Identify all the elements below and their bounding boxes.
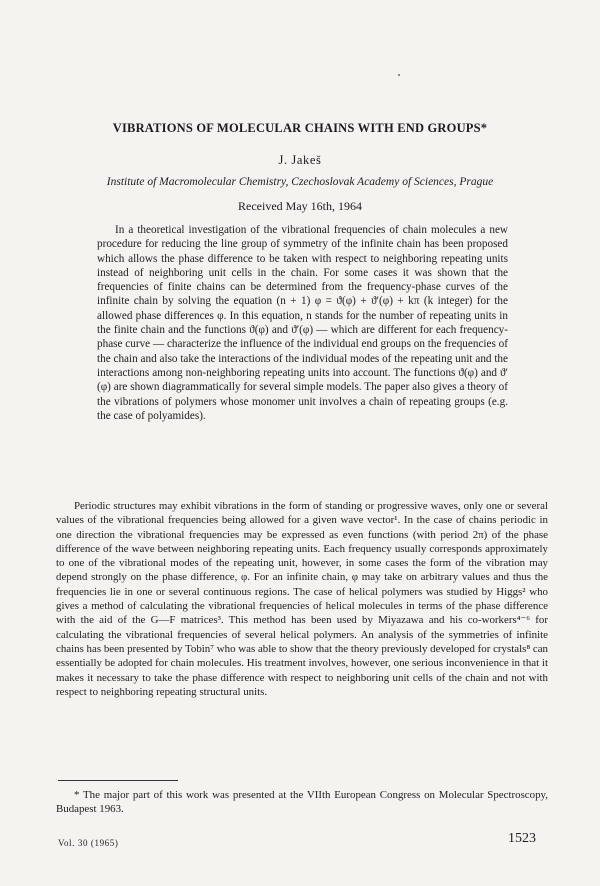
- article-title: VIBRATIONS OF MOLECULAR CHAINS WITH END GROUPS*: [112, 121, 488, 135]
- author-name: J. Jakeš: [278, 153, 322, 167]
- speck-mark: [398, 74, 400, 76]
- body-paragraph: Periodic structures may exhibit vibrations in the form of standing or progressive waves, only one or several values of the vibrational frequencies being allowed for a given wave vector¹. In the case of chains periodic in one direction the vibrational frequencies may be expressed as even functions (with period 2π) of the phase difference of the wave between neighboring repeating units. Each frequency usually corresponds approximately to one of the vibrational modes of the repeating unit, however, in some cases the form of the vibration may depend strongly on the phase difference, φ. For an infinite chain, φ may take on arbitrary values and thus the frequencies lie in one or several continuous regions. The case of helical polymers was studied by Higgs² who gives a method of calculating the vibrational frequencies of helical molecules in terms of the phase difference with the aid of the G—F matrices³. This method has been used by Miyazawa and his co-workers⁴⁻⁶ for calculating the vibrational frequencies of several helical polymers. An analysis of the symmetries of infinite chains has been presented by Tobin⁷ who was able to show that the theory previously developed for crystals⁸ can essentially be adopted for chain molecules. His treatment involves, however, one serious inconvenience in that it makes it necessary to take the phase difference with respect to neighboring unit cells of the chain and not with respect to neighboring repeating structural units.: [56, 500, 548, 698]
- author-affiliation: Institute of Macromolecular Chemistry, Czechoslovak Academy of Sciences, Prague: [106, 176, 494, 188]
- footnote: * The major part of this work was presented at the VIIth European Congress on Molecular Spectroscopy, Budapest 1963.: [56, 789, 548, 816]
- received-date: Received May 16th, 1964: [238, 199, 362, 213]
- footnote-divider: [58, 780, 178, 781]
- volume-label: Vol. 30 (1965): [58, 838, 119, 848]
- abstract-paragraph: In a theoretical investigation of the vibrational frequencies of chain molecules a new procedure for reducing the line group of symmetry of the infinite chain has been proposed which allows the phase difference to be taken with respect to neighboring repeating units instead of neighboring unit cells in the chain. For some cases it was shown that the frequencies of finite chains can be determined from the frequency-phase curves of the infinite chain by solving the equation (n + 1) φ = ϑ(φ) + ϑ′(φ) + kπ (k integer) for the allowed phase differences φ. In this equation, n stands for the number of repeating units in the finite chain and the functions ϑ(φ) and ϑ′(φ) — which are different for each frequency-phase curve — characterize the influence of the individual end groups on the frequencies of the chain and also take the interactions of the individual modes of the repeating unit and the interactions among non-neighboring repeating units into account. The functions ϑ(φ) and ϑ′(φ) are shown diagrammatically for several simple models. The paper also gives a theory of the vibrations of polymers whose monomer unit involves a chain of repeating groups (e.g. the case of polyamides).: [97, 224, 508, 422]
- page-number: 1523: [508, 831, 536, 846]
